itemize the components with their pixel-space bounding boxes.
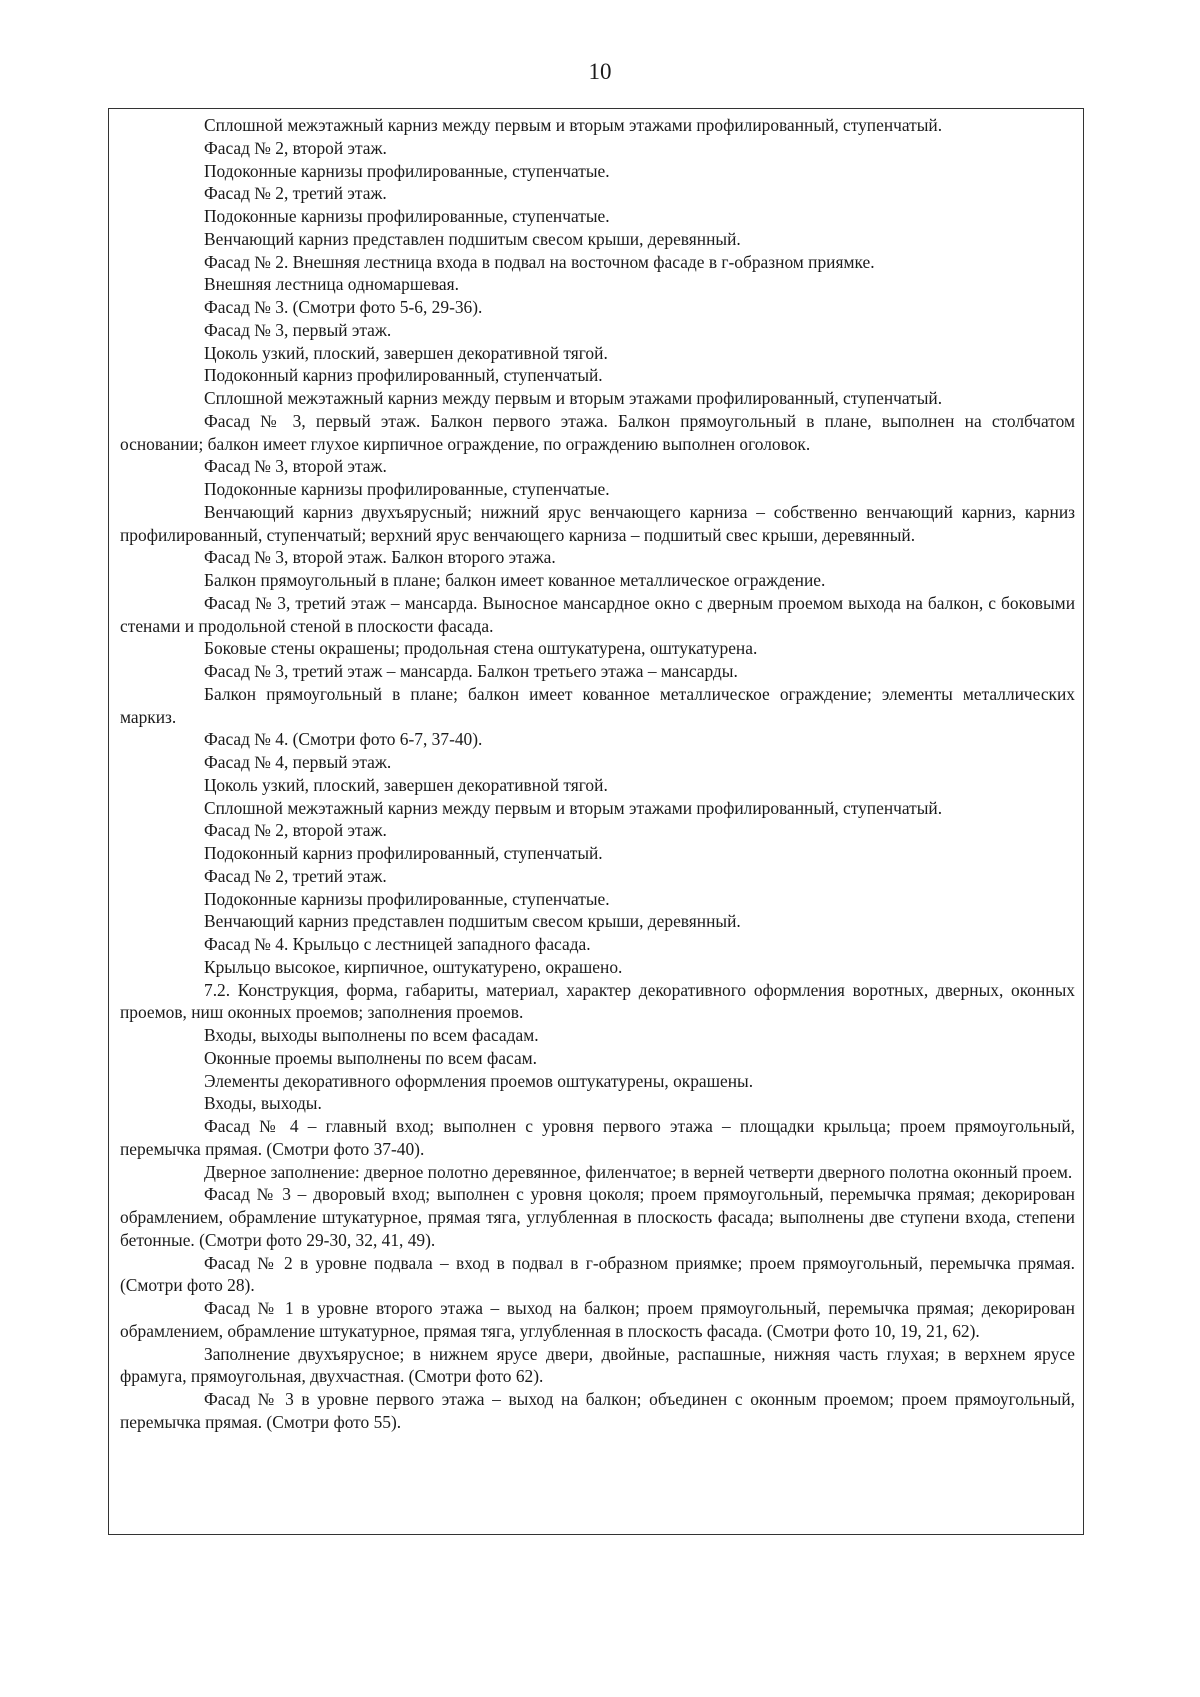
paragraph: Венчающий карниз представлен подшитым свесом крыши, деревянный. [204,228,741,249]
paragraph: Фасад № 3. (Смотри фото 5-6, 29-36). [204,297,483,317]
paragraph: Фасад № 3, третий этаж – мансарда. Балкон третьего этажа – мансарды. [204,661,738,681]
paragraph: Фасад № 2, второй этаж. [204,820,387,841]
paragraph: Крыльцо высокое, кирпичное, оштукатурено, окрашено. [204,956,623,977]
paragraph: Сплошной межэтажный карниз между первым и вторым этажами профилированный, ступенчатый. [204,797,943,818]
paragraph: Фасад № 4, первый этаж. [204,752,392,772]
paragraph: Внешняя лестница одномаршевая. [204,274,459,295]
paragraph: Подоконные карнизы профилированные, ступенчатые. [204,479,610,499]
paragraph: Цоколь узкий, плоский, завершен декоративной тягой. [204,342,608,363]
paragraph: Фасад № 3, первый этаж. [204,319,392,340]
paragraph: Фасад № 3, первый этаж. Балкон первого этажа. Балкон прямоугольный в плане, выполнен на столбчатом основании; балкон имеет глухое кирпичное ограждение, по ограждению выполнен оголовок. [120,410,1075,454]
paragraph: Подоконные карнизы профилированные, ступенчатые. [204,206,610,226]
paragraph: Фасад № 3 в уровне первого этажа – выход на балкон; объединен с оконным проемом; проем прямоугольный, перемычка прямая. (Смотри фото 55). [120,1389,1075,1432]
paragraph: Фасад № 2 в уровне подвала – вход в подвал в г-образном приямке; проем прямоугольный, перемычка прямая. (Смотри фото 28). [120,1252,1075,1296]
paragraph: Фасад № 3, второй этаж. [204,456,387,477]
paragraph: Балкон прямоугольный в плане; балкон имеет кованное металлическое ограждение. [204,570,826,590]
paragraph: Фасад № 2. Внешняя лестница входа в подвал на восточном фасаде в г-образном приямке. [204,251,875,272]
paragraph: Входы, выходы выполнены по всем фасадам. [204,1025,539,1045]
paragraph: Сплошной межэтажный карниз между первым и вторым этажами профилированный, ступенчатый. [204,115,943,135]
paragraph: Элементы декоративного оформления проемов оштукатурены, окрашены. [204,1070,754,1091]
paragraph: Венчающий карниз представлен подшитым свесом крыши, деревянный. [204,911,741,932]
paragraph: Фасад № 2, третий этаж. [204,865,387,886]
paragraph: Цоколь узкий, плоский, завершен декоративной тягой. [204,774,608,795]
paragraph: Боковые стены окрашены; продольная стена оштукатурена, оштукатурена. [204,638,758,659]
paragraph: Фасад № 3, второй этаж. Балкон второго этажа. [204,547,556,568]
paragraph: Фасад № 3 – дворовый вход; выполнен с уровня цоколя; проем прямоугольный, перемычка прямая; декорирован обрамлением, обрамление штукатурное, прямая тяга, углубленная в плоскость фасада; выполнены две ступени входа, степени бетонные. (Смотри фото 29-30, 32, 41, 49). [120,1184,1075,1250]
paragraph: Оконные проемы выполнены по всем фасам. [204,1047,538,1068]
paragraph: 7.2. Конструкция, форма, габариты, материал, характер декоративного оформления воротных, дверных, оконных проемов, ниш оконных проемов; заполнения проемов. [120,979,1075,1023]
paragraph: Дверное заполнение: дверное полотно деревянное, филенчатое; в верней четверти дверного полотна оконный проем. [204,1161,1073,1182]
paragraph: Венчающий карниз двухъярусный; нижний ярус венчающего карниза – собственно венчающий карниз, карниз профилированный, ступенчатый; верхний ярус венчающего карниза – подшитый свес крыши, деревянный. [120,501,1075,545]
paragraph: Фасад № 4. (Смотри фото 6-7, 37-40). [204,729,483,750]
paragraph: Фасад № 4 – главный вход; выполнен с уровня первого этажа – площадки крыльца; проем прямоугольный, перемычка прямая. (Смотри фото 37-40). [120,1116,1075,1159]
paragraph: Фасад № 2, третий этаж. [204,183,387,204]
text-frame [108,108,1084,1535]
paragraph: Фасад № 1 в уровне второго этажа – выход на балкон; проем прямоугольный, перемычка прямая; декорирован обрамлением, обрамление штукатурное, прямая тяга, углубленная в плоскость фасада. (Смотри фото 10, 19, 21, 62). [120,1298,1075,1341]
paragraph: Входы, выходы. [204,1093,322,1114]
paragraph: Фасад № 4. Крыльцо с лестницей западного фасада. [204,934,591,954]
paragraph: Сплошной межэтажный карниз между первым и вторым этажами профилированный, ступенчатый. [204,388,943,408]
paragraph: Фасад № 3, третий этаж – мансарда. Выносное мансардное окно с дверным проемом выхода на балкон, с боковыми стенами и продольной стеной в плоскости фасада. [120,592,1075,636]
paragraph: Подоконный карниз профилированный, ступенчатый. [204,843,603,863]
paragraph: Заполнение двухъярусное; в нижнем ярусе двери, двойные, распашные, нижняя часть глухая; в верхнем ярусе фрамуга, прямоугольная, двухчастная. (Смотри фото 62). [120,1343,1075,1387]
paragraph: Подоконные карнизы профилированные, ступенчатые. [204,160,610,181]
page-number: 10 [588,59,612,84]
paragraph: Подоконный карниз профилированный, ступенчатый. [204,365,603,386]
paragraph: Балкон прямоугольный в плане; балкон имеет кованное металлическое ограждение; элементы металлических маркиз. [120,683,1075,727]
paragraph: Фасад № 2, второй этаж. [204,137,387,158]
paragraph: Подоконные карнизы профилированные, ступенчатые. [204,888,610,909]
